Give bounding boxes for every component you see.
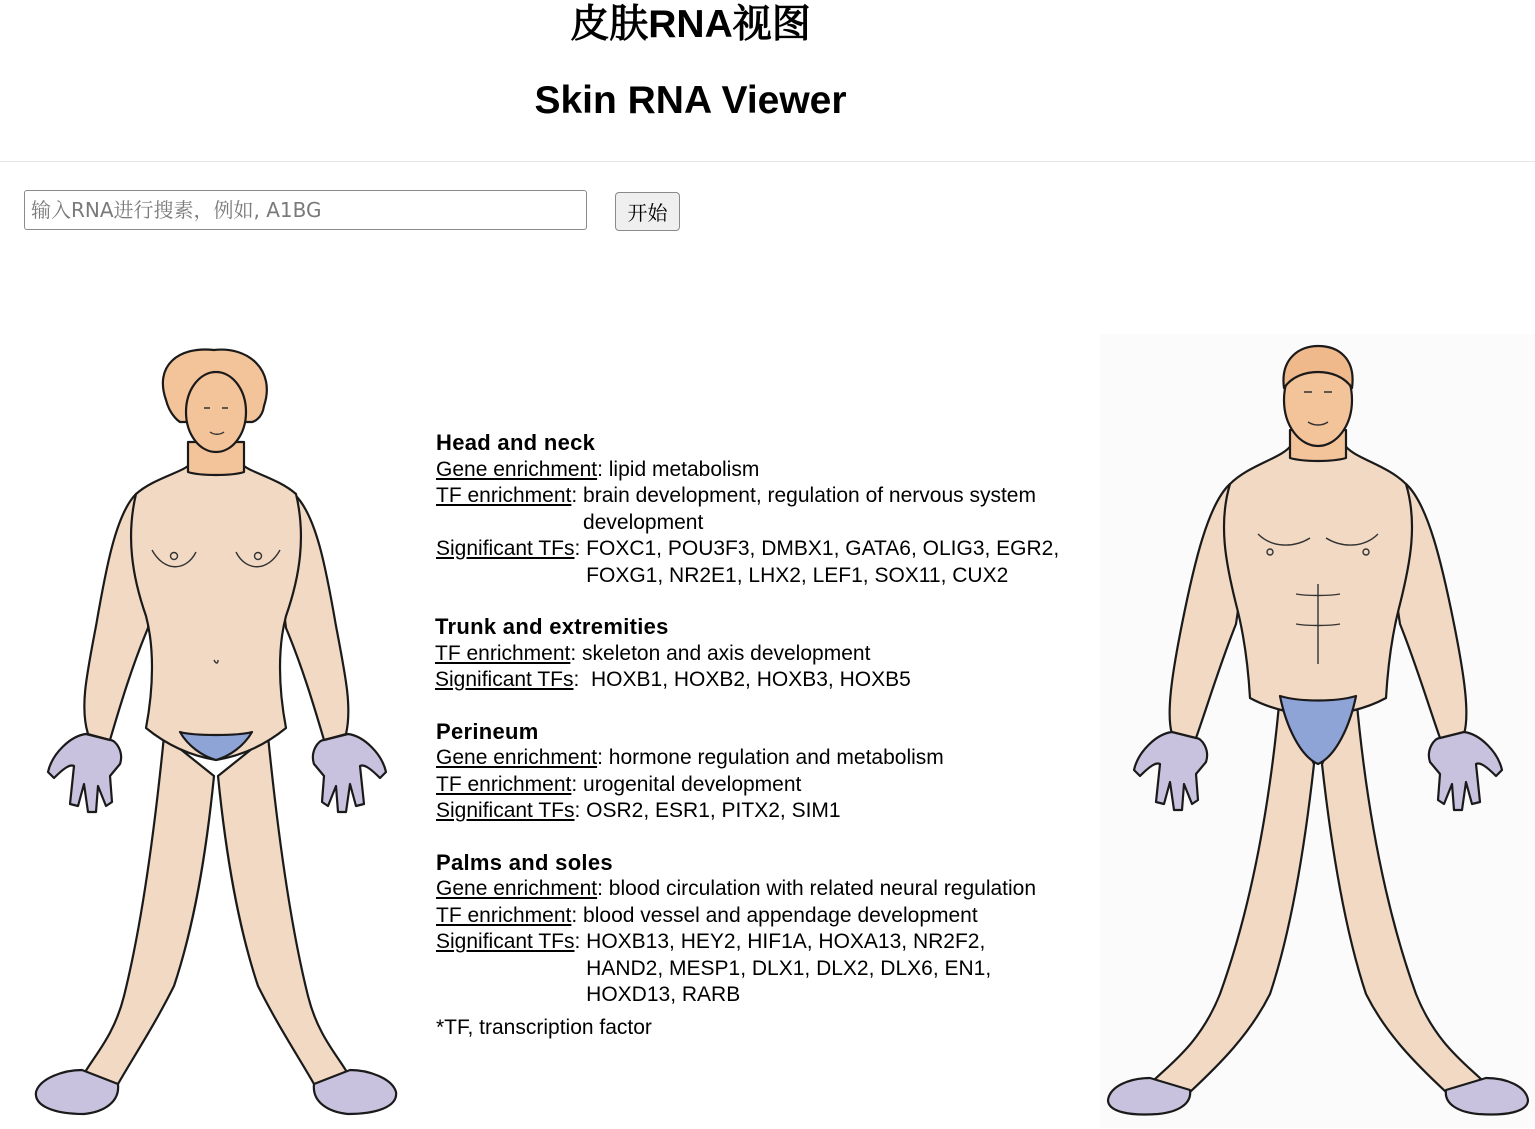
header-divider	[0, 161, 1535, 162]
significant-tfs-row: Significant TFs : HOXB1, HOXB2, HOXB3, HOXB5	[435, 667, 1096, 694]
tf-enrichment-row: TF enrichment : brain development, regulation of nervous system development	[436, 483, 1096, 536]
significant-tfs-row: Significant TFs : OSR2, ESR1, PITX2, SIM1	[436, 798, 1096, 825]
significant-tfs-label: Significant TFs	[436, 537, 575, 560]
tf-enrichment-value: skeleton and axis development	[582, 641, 871, 665]
section-title: Head and neck	[436, 430, 596, 455]
significant-tfs-value: OSR2, ESR1, PITX2, SIM1	[586, 799, 841, 822]
significant-tfs-value: FOXC1, POU3F3, DMBX1, GATA6, OLIG3, EGR2, FOXG1, NR2E1, LHX2, LEF1, SOX11, CUX2	[586, 537, 1060, 587]
tf-enrichment-value: urogenital development	[583, 772, 802, 796]
gene-enrichment-row: Gene enrichment : blood circulation with related neural regulation	[436, 876, 1096, 903]
significant-tfs-label: Significant TFs	[436, 930, 575, 953]
significant-tfs-row: Significant TFs : FOXC1, POU3F3, DMBX1, GATA6, OLIG3, EGR2, FOXG1, NR2E1, LHX2, LEF1, SOX11, CUX2	[436, 536, 1096, 589]
tf-enrichment-row: TF enrichment : skeleton and axis development	[435, 641, 1096, 668]
female-body-figure	[24, 336, 410, 1128]
tf-enrichment-label: TF enrichment	[436, 484, 572, 507]
male-body-figure	[1100, 334, 1535, 1128]
gene-enrichment-row: Gene enrichment : hormone regulation and metabolism	[436, 745, 1096, 772]
tf-enrichment-value: brain development, regulation of nervous system development	[583, 484, 1036, 534]
male-body-figure-icon	[1100, 334, 1535, 1128]
start-search-button[interactable]: 开始	[615, 192, 680, 231]
section-title: Palms and soles	[436, 849, 613, 875]
footnote: *TF, transcription factor	[436, 1015, 652, 1039]
section-title: Trunk and extremities	[435, 614, 669, 639]
page-title-zh: 皮肤RNA视图	[570, 3, 811, 46]
rna-search-input[interactable]	[24, 190, 587, 230]
tf-enrichment-label: TF enrichment	[436, 772, 572, 796]
tf-enrichment-value: blood vessel and appendage development	[583, 903, 978, 927]
significant-tfs-label: Significant TFs	[436, 799, 575, 822]
gene-enrichment-row: Gene enrichment : lipid metabolism	[436, 457, 1096, 484]
gene-enrichment-value: lipid metabolism	[608, 457, 760, 481]
tf-enrichment-row: TF enrichment : urogenital development	[436, 772, 1096, 799]
significant-tfs-row: Significant TFs : HOXB13, HEY2, HIF1A, HOXA13, NR2F2, HAND2, MESP1, DLX1, DLX2, DLX6, EN1, HOXD13, RARB	[436, 929, 1096, 1009]
gene-enrichment-value: blood circulation with related neural regulation	[608, 877, 1037, 900]
section-title: Perineum	[436, 718, 539, 744]
gene-enrichment-value: hormone regulation and metabolism	[608, 746, 944, 769]
tf-enrichment-label: TF enrichment	[435, 641, 571, 665]
section-trunk-and-extremities	[435, 614, 1096, 694]
tf-enrichment-label: TF enrichment	[436, 903, 572, 927]
gene-enrichment-label: Gene enrichment	[436, 457, 598, 481]
significant-tfs-value: HOXB1, HOXB2, HOXB3, HOXB5	[585, 668, 911, 691]
significant-tfs-label: Significant TFs	[435, 668, 574, 691]
section-head-and-neck	[436, 430, 1096, 589]
gene-enrichment-label: Gene enrichment	[436, 746, 598, 769]
region-info-panel	[436, 430, 1096, 1041]
female-body-figure-icon	[24, 336, 410, 1128]
significant-tfs-value: HOXB13, HEY2, HIF1A, HOXA13, NR2F2, HAND2, MESP1, DLX1, DLX2, DLX6, EN1, HOXD13, RARB	[586, 930, 992, 1006]
tf-enrichment-row: TF enrichment : blood vessel and appendage development	[436, 903, 1096, 930]
section-palms-and-soles	[436, 850, 1096, 1009]
gene-enrichment-label: Gene enrichment	[436, 877, 598, 900]
section-perineum	[436, 719, 1096, 825]
page-title-en: Skin RNA Viewer	[534, 79, 847, 122]
